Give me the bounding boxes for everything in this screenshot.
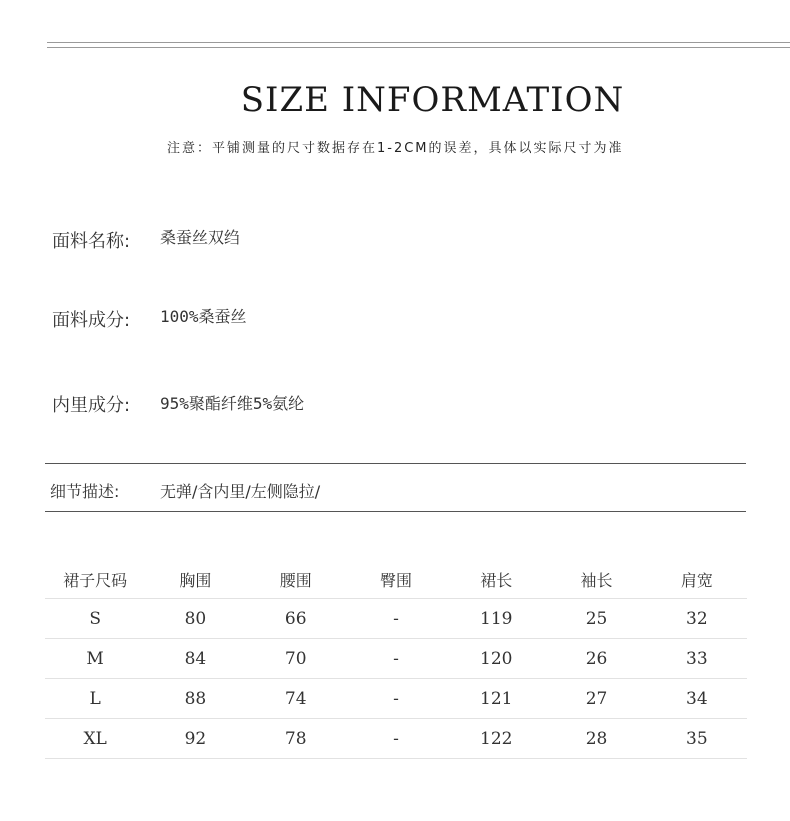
cell-sleeve-length: 27 [546,679,646,719]
cell-size: L [45,679,145,719]
cell-size: XL [45,719,145,759]
size-table-header-row [45,560,747,599]
cell-sleeve-length: 28 [546,719,646,759]
cell-size: S [45,599,145,639]
top-rule-inner [47,47,790,48]
details-top-rule [45,463,746,464]
table-row [45,679,747,719]
cell-chest: 92 [145,719,245,759]
header-size: 裙子尺码 [45,560,145,599]
cell-dress-length: 121 [446,679,546,719]
cell-waist: 78 [246,719,346,759]
header-dress-length: 裙长 [446,560,546,599]
cell-chest: 80 [145,599,245,639]
cell-chest: 88 [145,679,245,719]
cell-shoulder-width: 35 [647,719,747,759]
cell-shoulder-width: 32 [647,599,747,639]
cell-sleeve-length: 26 [546,639,646,679]
size-table [45,560,747,759]
fabric-name-value: 桑蚕丝双绉 [160,228,241,247]
fabric-composition-value: 100%桑蚕丝 [160,307,247,326]
header-chest: 胸围 [145,560,245,599]
lining-composition-label: 内里成分: [52,395,131,416]
cell-hip: - [346,719,446,759]
details-value: 无弹/含内里/左侧隐拉/ [160,482,321,501]
cell-dress-length: 119 [446,599,546,639]
fabric-composition-label: 面料成分: [52,310,131,331]
cell-waist: 74 [246,679,346,719]
page-title: SIZE INFORMATION [240,80,625,120]
cell-chest: 84 [145,639,245,679]
table-row [45,599,747,639]
table-row [45,719,747,759]
header-waist: 腰围 [246,560,346,599]
table-row [45,639,747,679]
cell-shoulder-width: 33 [647,639,747,679]
header-hip: 臀围 [346,560,446,599]
cell-dress-length: 120 [446,639,546,679]
cell-waist: 66 [246,599,346,639]
fabric-name-label: 面料名称: [52,231,131,252]
cell-sleeve-length: 25 [546,599,646,639]
header-sleeve-length: 袖长 [546,560,646,599]
cell-size: M [45,639,145,679]
details-bottom-rule [45,511,746,512]
measurement-note: 注意：平铺测量的尺寸数据存在1-2CM的误差，具体以实际尺寸为准 [167,141,624,156]
details-label: 细节描述: [50,482,120,501]
cell-hip: - [346,639,446,679]
header-shoulder-width: 肩宽 [647,560,747,599]
cell-shoulder-width: 34 [647,679,747,719]
lining-composition-value: 95%聚酯纤维5%氨纶 [160,394,305,413]
cell-waist: 70 [246,639,346,679]
cell-hip: - [346,599,446,639]
cell-dress-length: 122 [446,719,546,759]
top-rule-outer [47,42,790,43]
cell-hip: - [346,679,446,719]
